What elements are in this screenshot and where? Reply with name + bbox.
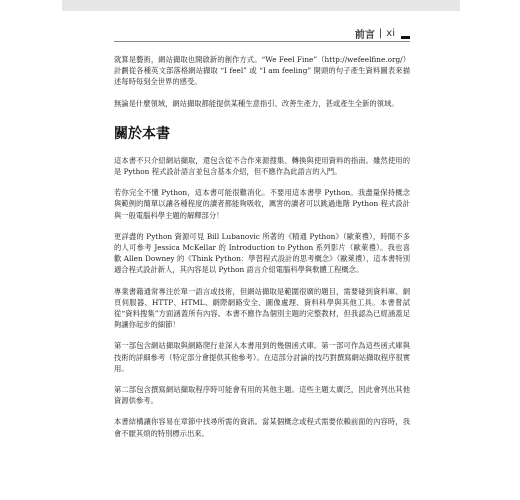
paragraph: 本書結構讓你容易在章節中找尋所需的資訊。當某個概念或程式需要依賴前面的內容時，我會不厭其煩的特別標示出來。 <box>114 417 410 438</box>
paragraph: 這本書不只介紹網站擷取，還包含從不合作來源搜集、轉換與使用資料的指南。雖然使用的是 Python 程式設計語言並包含基本介紹，但不應作為此語言的入門。 <box>114 155 410 177</box>
paragraph: 第一部包含網站擷取與網路爬行並深入本書用到的幾個函式庫。第一部可作為這些函式庫與技術的詳細參考（特定部分會提供其他參考）。在這部分討論的技巧對撰寫網站擷取程序很實用。 <box>114 341 410 373</box>
paragraph: 無論是什麼領域，網站擷取都能提供某種生意指引、改善生產力，甚或產生全新的領域。 <box>114 98 399 108</box>
header-section-title: 前言 <box>354 30 375 41</box>
page-body <box>114 54 410 449</box>
page-header <box>355 26 410 41</box>
header-separator: | <box>378 28 383 39</box>
header-rule <box>114 41 410 42</box>
page-marker <box>401 36 410 39</box>
header-page-number: xi <box>386 28 395 39</box>
top-gray-band <box>62 0 460 11</box>
paragraph: 更詳盡的 Python 資源可見 Bill Lubanovic 所著的《精通 Python》（歐萊禮），時間不多的人可參考 Jessica McKellar 的 Introduction to Python 系列影片（歐萊禮）。我也喜歡 Allen Downey 的《Think Python：學習程式設計的思考概念》（歐萊禮），這本書特別適合程式設計新人，其內容是以 Python 語言介紹電腦科學與軟體工程概念。 <box>114 231 410 275</box>
paragraph: 專業書籍通常專注於單一語言或技術，但網站擷取是範圍很廣的題目，需要碰到資料庫、網頁伺服器、HTTP、HTML、網際網路安全、圖像處理、資料科學與其他工具。本書嘗試從“資料搜集”方面涵蓋所有內容。本書不應作為個別主題的完整教材，但我認為已經涵蓋足夠讓你起步的細節！ <box>114 286 410 330</box>
section-heading: 關於本書 <box>114 125 170 142</box>
paragraph: 就算是藝術，網站擷取也開啟新的創作方式。“We Feel Fine”（http://wefeelfine.org/）計劃從各種英文部落格網站擷取 “I feel” 或 “I am feeling” 開頭的句子產生資料圖表來描述每時每刻全世界的感受。 <box>114 55 410 87</box>
paragraph: 若你完全不懂 Python，這本書可能很難消化。不要用這本書學 Python。我盡量保持概念與範例的簡單以讓各種程度的讀者都能夠吸收，厲害的讀者可以跳過進階 Python 程式設計與一般電腦科學主題的解釋部分！ <box>114 188 410 220</box>
paragraph: 第二部包含撰寫網站擷取程序時可能會有用的其他主題。這些主題太廣泛，因此會列出其他資源供參考。 <box>114 385 410 406</box>
